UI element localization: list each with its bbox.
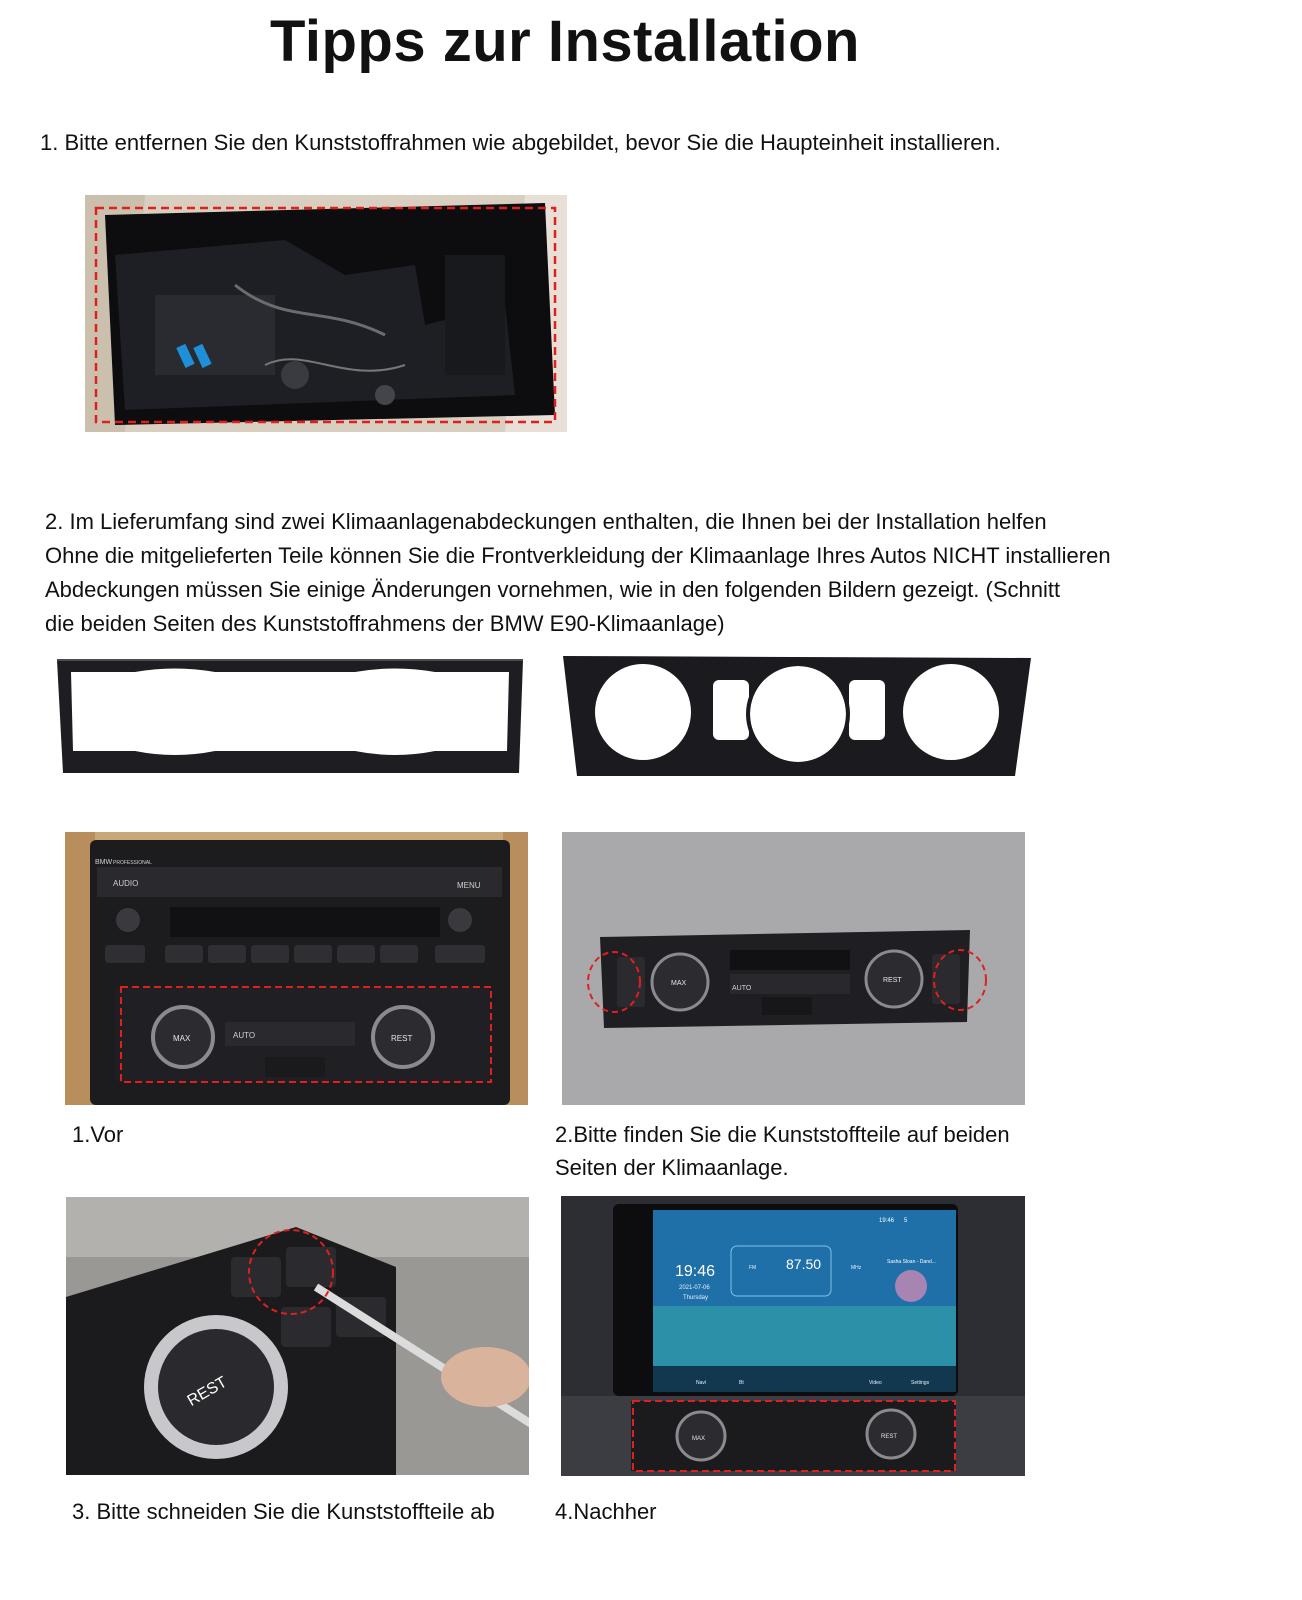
dock-bt-label: Bt [739, 1380, 744, 1386]
caption-before: 1.Vor [72, 1122, 124, 1147]
caption-line: Seiten der Klimaanlage. [555, 1155, 789, 1180]
status-time: 19:46 [879, 1218, 895, 1224]
clock-text: 19:46 [675, 1263, 716, 1280]
rest-knob-label: REST [881, 1434, 898, 1440]
menu-button-label: MENU [457, 881, 481, 890]
radio-brand-sub-label: PROFESSIONAL [113, 860, 152, 866]
step-2-line: die beiden Seiten des Kunststoffrahmens der BMW E90-Klimaanlage) [45, 611, 725, 636]
rectangular-cover-photo [55, 655, 525, 780]
cutting-parts-photo [66, 1197, 529, 1475]
step-2-line: Abdeckungen müssen Sie einige Änderungen vornehmen, wie in den folgenden Bildern gezeigt. (Schnitt [45, 577, 1061, 602]
max-knob-label: MAX [173, 1034, 191, 1043]
mhz-label: MHz [851, 1265, 862, 1271]
fm-band-label: FM [749, 1265, 757, 1271]
step-1-text: 1. Bitte entfernen Sie den Kunststoffrahmen wie abgebildet, bevor Sie die Haupteinheit installieren. [40, 130, 1001, 155]
page-title: Tipps zur Installation [270, 9, 860, 74]
status-extra: 5 [904, 1218, 908, 1224]
before-radio-photo [65, 832, 528, 1105]
after-install-photo [561, 1196, 1025, 1476]
date-text: 2021-07-06 [679, 1285, 710, 1291]
weekday-text: Thursday [683, 1295, 709, 1301]
step-2-line: 2. Im Lieferumfang sind zwei Klimaanlagenabdeckungen enthalten, die Ihnen bei der Installation helfen [45, 509, 1047, 534]
dock-video-label: Video [869, 1380, 882, 1386]
audio-button-label: AUDIO [113, 879, 139, 888]
auto-button-label: AUTO [233, 1031, 256, 1040]
dashboard-cavity-photo [85, 195, 567, 432]
dock-settings-label: Settings [911, 1380, 930, 1386]
radio-brand-label: BMW [95, 859, 113, 866]
dock-navi-label: Navi [696, 1380, 707, 1386]
rest-knob-label: REST [391, 1034, 413, 1043]
max-knob-label: MAX [692, 1436, 706, 1442]
three-circle-cover-photo [563, 652, 1033, 780]
caption-after: 4.Nachher [555, 1499, 657, 1524]
fm-frequency: 87.50 [786, 1256, 822, 1272]
caption-line: 2.Bitte finden Sie die Kunststoffteile auf beiden [555, 1122, 1010, 1147]
rest-knob-label: REST [184, 1373, 231, 1410]
music-title: Sasha Sloan - Dand... [887, 1259, 936, 1265]
climate-panel-photo [562, 832, 1025, 1105]
caption-cut-parts: 3. Bitte schneiden Sie die Kunststoffteile ab [72, 1499, 495, 1524]
caption-find-parts [555, 1118, 1010, 1184]
step-2-text [45, 505, 1111, 641]
step-2-line: Ohne die mitgelieferten Teile können Sie die Frontverkleidung der Klimaanlage Ihres Autos NICHT installieren [45, 543, 1111, 568]
rest-knob-label: REST [883, 977, 902, 984]
auto-button-label: AUTO [732, 985, 752, 992]
max-knob-label: MAX [671, 980, 687, 987]
